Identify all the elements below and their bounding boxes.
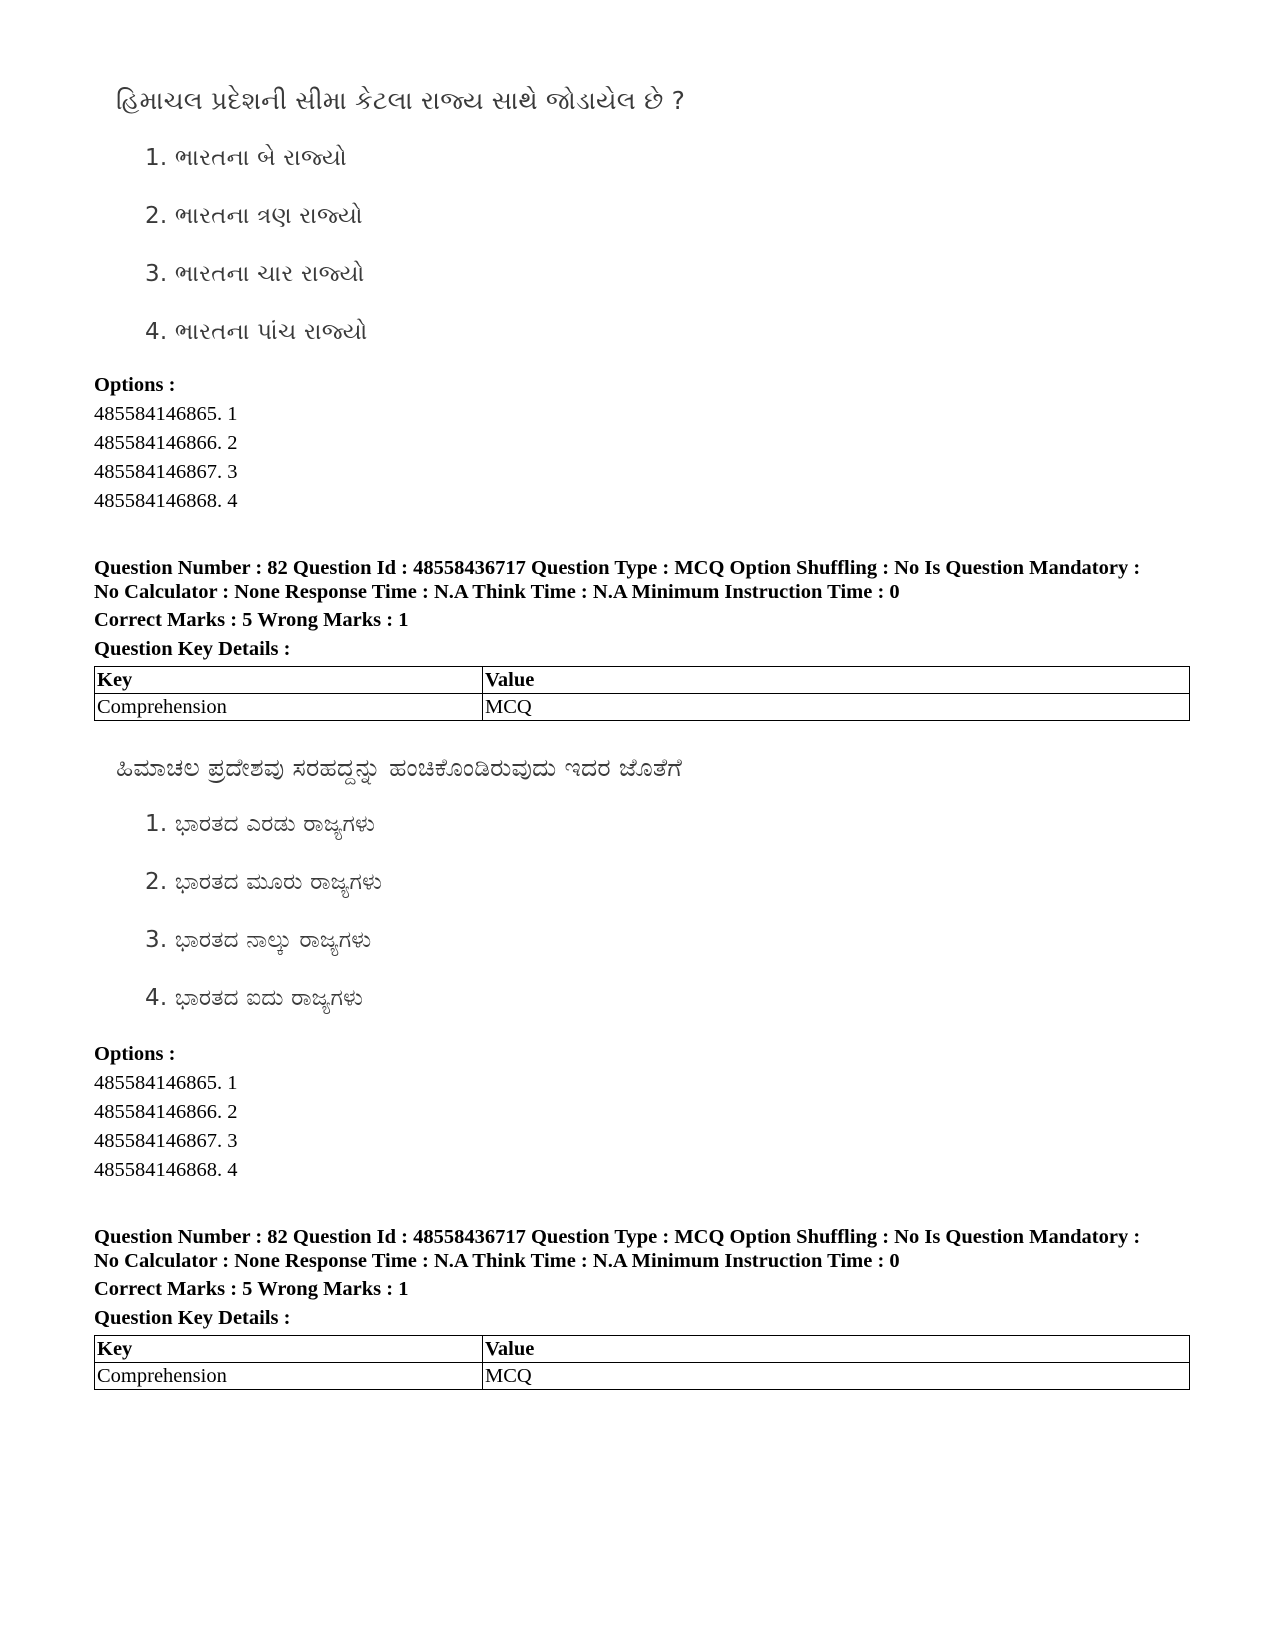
table-header-row: [95, 667, 1190, 694]
table-header-value: Value: [483, 667, 1190, 694]
choice-2: 2. ભારતના ત્રણ રાજ્યો: [145, 203, 363, 229]
table-row: [95, 694, 1190, 721]
choice-4: 4. ಭಾರತದ ಐದು ರಾಜ್ಯಗಳು: [145, 985, 364, 1011]
table-cell-value: MCQ: [483, 1363, 1190, 1390]
key-details-table: [94, 666, 1190, 721]
options-label: Options :: [94, 1043, 176, 1065]
choice-1: 1. ભારતના બે રાજ્યો: [145, 145, 347, 171]
table-cell-value: MCQ: [483, 694, 1190, 721]
option-id-2: 485584146866. 2: [94, 1101, 238, 1123]
question-text: હિમાચલ પ્રદેશની સીમા કેટલા રાજ્ય સાથે જોડાયેલ છે ?: [116, 86, 686, 115]
table-cell-key: Comprehension: [95, 694, 483, 721]
choice-3: 3. ಭಾರತದ ನಾಲ್ಕು ರಾಜ್ಯಗಳು: [145, 927, 372, 953]
option-id-4: 485584146868. 4: [94, 490, 238, 512]
marks-line: Correct Marks : 5 Wrong Marks : 1: [94, 609, 409, 631]
option-id-2: 485584146866. 2: [94, 432, 238, 454]
choice-2: 2. ಭಾರತದ ಮೂರು ರಾಜ್ಯಗಳು: [145, 869, 383, 895]
table-header-key: Key: [95, 1336, 483, 1363]
options-label: Options :: [94, 374, 176, 396]
option-id-4: 485584146868. 4: [94, 1159, 238, 1181]
choice-4: 4. ભારતના પાંચ રાજ્યો: [145, 319, 368, 345]
choice-1: 1. ಭಾರತದ ಎರಡು ರಾಜ್ಯಗಳು: [145, 811, 376, 837]
key-details-label: Question Key Details :: [94, 638, 291, 660]
table-header-row: [95, 1336, 1190, 1363]
question-meta-line-2: No Calculator : None Response Time : N.A Think Time : N.A Minimum Instruction Time : 0: [94, 1250, 900, 1272]
option-id-1: 485584146865. 1: [94, 1072, 238, 1094]
marks-line: Correct Marks : 5 Wrong Marks : 1: [94, 1278, 409, 1300]
key-details-table: [94, 1335, 1190, 1390]
key-details-label: Question Key Details :: [94, 1307, 291, 1329]
option-id-3: 485584146867. 3: [94, 461, 238, 483]
option-id-1: 485584146865. 1: [94, 403, 238, 425]
option-id-3: 485584146867. 3: [94, 1130, 238, 1152]
question-meta-line-1: Question Number : 82 Question Id : 48558436717 Question Type : MCQ Option Shuffling : No Is Question Mandatory :: [94, 1226, 1141, 1248]
question-text: ಹಿಮಾಚಲ ಪ್ರದೇಶವು ಸರಹದ್ದನ್ನು ಹಂಚಿಕೊಂಡಿರುವುದು ಇದರ ಜೊತೆಗೆ: [116, 753, 683, 782]
question-meta-line-2: No Calculator : None Response Time : N.A Think Time : N.A Minimum Instruction Time : 0: [94, 581, 900, 603]
question-meta-line-1: Question Number : 82 Question Id : 48558436717 Question Type : MCQ Option Shuffling : No Is Question Mandatory :: [94, 557, 1141, 579]
table-header-value: Value: [483, 1336, 1190, 1363]
table-row: [95, 1363, 1190, 1390]
table-header-key: Key: [95, 667, 483, 694]
choice-3: 3. ભારતના ચાર રાજ્યો: [145, 261, 365, 287]
table-cell-key: Comprehension: [95, 1363, 483, 1390]
